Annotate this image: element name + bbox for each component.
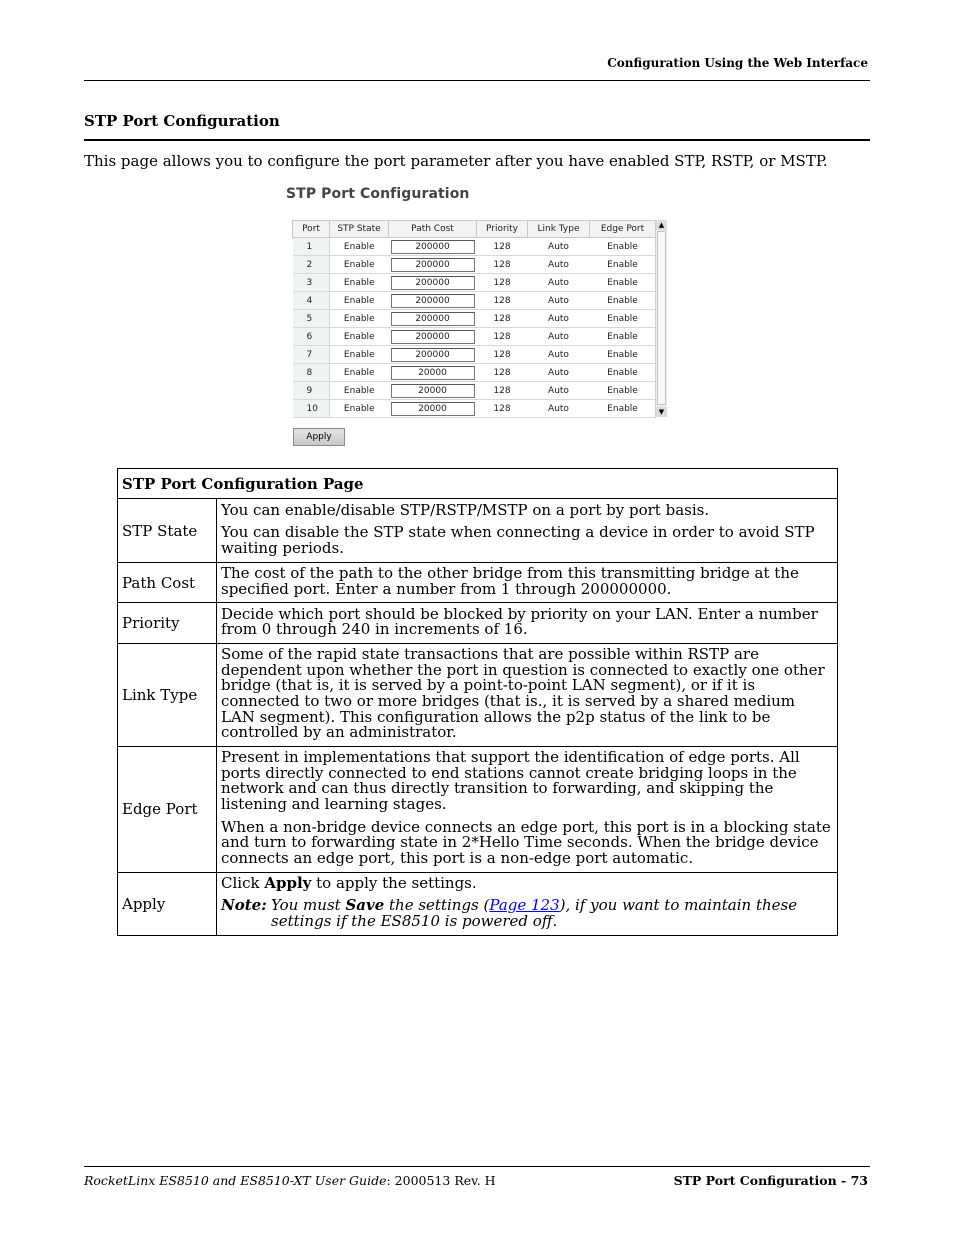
edge-port-value[interactable]: Enable <box>590 382 656 400</box>
port-number: 5 <box>293 310 330 328</box>
note-label: Note: <box>221 896 267 915</box>
column-header-priority: Priority <box>477 221 528 238</box>
column-header-path-cost: Path Cost <box>389 221 477 238</box>
running-header: Configuration Using the Web Interface <box>607 56 868 70</box>
triangle-up-icon[interactable]: ▲ <box>656 220 667 230</box>
text-fragment: Click <box>221 873 265 892</box>
port-number: 3 <box>293 274 330 292</box>
table-row <box>293 238 656 256</box>
path-cost-input[interactable]: 200000 <box>391 240 475 254</box>
param-description <box>217 644 838 747</box>
priority-value[interactable]: 128 <box>477 346 528 364</box>
column-header-stp-state: STP State <box>330 221 389 238</box>
link-type-value[interactable]: Auto <box>528 274 590 292</box>
stp-state-value[interactable]: Enable <box>330 328 389 346</box>
description-table <box>117 468 838 936</box>
apply-keyword: Apply <box>264 873 312 892</box>
stp-state-value[interactable]: Enable <box>330 400 389 418</box>
edge-port-value[interactable]: Enable <box>590 328 656 346</box>
path-cost-input[interactable]: 20000 <box>391 366 475 380</box>
edge-port-value[interactable]: Enable <box>590 400 656 418</box>
port-number: 10 <box>293 400 330 418</box>
table-row <box>293 292 656 310</box>
priority-value[interactable]: 128 <box>477 292 528 310</box>
port-number: 1 <box>293 238 330 256</box>
port-config-table <box>292 220 656 418</box>
ui-page-title: STP Port Configuration <box>286 186 470 202</box>
path-cost-input[interactable]: 200000 <box>391 348 475 362</box>
description-paragraph: You can enable/disable STP/RSTP/MSTP on a port by port basis. <box>221 500 710 519</box>
link-type-value[interactable]: Auto <box>528 382 590 400</box>
description-paragraph: Some of the rapid state transactions that are possible within RSTP are dependent upon whether the port in question is connected to exactly one other bridge (that is, it is served by a point-to-point LAN segment), or if it is connected to two or more bridges (that is., it is served by a shared medium LAN segment). This configuration allows the p2p status of the link to be controlled by an administrator. <box>221 645 825 742</box>
link-type-value[interactable]: Auto <box>528 328 590 346</box>
edge-port-value[interactable]: Enable <box>590 292 656 310</box>
param-name: Apply <box>118 872 217 935</box>
page-reference-link[interactable]: Page 123 <box>489 896 560 915</box>
table-row <box>118 603 838 644</box>
table-row <box>293 310 656 328</box>
table-row <box>118 746 838 872</box>
priority-value[interactable]: 128 <box>477 328 528 346</box>
stp-state-value[interactable]: Enable <box>330 292 389 310</box>
table-row <box>293 346 656 364</box>
path-cost-input[interactable]: 200000 <box>391 312 475 326</box>
link-type-value[interactable]: Auto <box>528 364 590 382</box>
table-scrollbar[interactable] <box>655 220 667 417</box>
column-header-port: Port <box>293 221 330 238</box>
param-name: STP State <box>118 499 217 563</box>
link-type-value[interactable]: Auto <box>528 238 590 256</box>
table-row <box>118 644 838 747</box>
table-row <box>118 563 838 603</box>
text-fragment: the settings ( <box>384 896 490 915</box>
edge-port-value[interactable]: Enable <box>590 364 656 382</box>
footer-revision: : 2000513 Rev. H <box>386 1173 496 1188</box>
text-fragment: ), if you want to maintain these settings if the ES8510 is powered off. <box>271 896 798 931</box>
stp-state-value[interactable]: Enable <box>330 256 389 274</box>
table-row <box>293 328 656 346</box>
footer-document-title <box>84 1173 496 1188</box>
param-name: Path Cost <box>118 563 217 603</box>
stp-state-value[interactable]: Enable <box>330 364 389 382</box>
description-paragraph: You can disable the STP state when connecting a device in order to avoid STP waiting periods. <box>221 523 815 557</box>
description-paragraph: Present in implementations that support the identification of edge ports. All ports directly connected to end stations cannot create bridging loops in the network and can thus directly transition to forwarding, and skipping the listening and learning stages. <box>221 748 800 813</box>
param-description <box>217 746 838 872</box>
edge-port-value[interactable]: Enable <box>590 274 656 292</box>
port-number: 4 <box>293 292 330 310</box>
path-cost-input[interactable]: 20000 <box>391 384 475 398</box>
stp-state-value[interactable]: Enable <box>330 382 389 400</box>
param-name: Link Type <box>118 644 217 747</box>
path-cost-input[interactable]: 20000 <box>391 402 475 416</box>
description-paragraph <box>221 873 833 892</box>
priority-value[interactable]: 128 <box>477 382 528 400</box>
link-type-value[interactable]: Auto <box>528 310 590 328</box>
description-paragraph: When a non-bridge device connects an edge port, this port is in a blocking state and turn to forwarding state in 2*Hello Time seconds. When the bridge device connects an edge port, this port is a non-edge port automatic. <box>221 817 831 867</box>
link-type-value[interactable]: Auto <box>528 256 590 274</box>
description-paragraph: Decide which port should be blocked by priority on your LAN. Enter a number from 0 through 240 in increments of 16. <box>221 604 818 639</box>
table-row <box>118 872 838 935</box>
text-fragment: You must <box>271 896 346 915</box>
table-row <box>293 364 656 382</box>
footer-page-label: STP Port Configuration - 73 <box>673 1173 868 1188</box>
link-type-value[interactable]: Auto <box>528 346 590 364</box>
priority-value[interactable]: 128 <box>477 256 528 274</box>
stp-state-value[interactable]: Enable <box>330 238 389 256</box>
edge-port-value[interactable]: Enable <box>590 310 656 328</box>
port-table-panel <box>292 220 668 418</box>
edge-port-value[interactable]: Enable <box>590 238 656 256</box>
save-keyword: Save <box>345 896 385 915</box>
triangle-down-icon[interactable]: ▼ <box>656 407 667 417</box>
edge-port-value[interactable]: Enable <box>590 346 656 364</box>
column-header-link-type: Link Type <box>528 221 590 238</box>
param-description <box>217 563 838 603</box>
path-cost-input[interactable]: 200000 <box>391 294 475 308</box>
table-row <box>118 499 838 563</box>
priority-value[interactable]: 128 <box>477 274 528 292</box>
path-cost-input[interactable]: 200000 <box>391 258 475 272</box>
table-row <box>293 256 656 274</box>
footer-rule <box>84 1166 870 1167</box>
path-cost-input[interactable]: 200000 <box>391 330 475 344</box>
apply-button[interactable]: Apply <box>293 428 345 446</box>
table-row <box>293 400 656 418</box>
port-number: 6 <box>293 328 330 346</box>
param-name: Priority <box>118 603 217 644</box>
table-row <box>293 274 656 292</box>
param-description <box>217 872 838 935</box>
edge-port-value[interactable]: Enable <box>590 256 656 274</box>
description-table-title: STP Port Configuration Page <box>118 469 838 499</box>
link-type-value[interactable]: Auto <box>528 292 590 310</box>
port-number: 7 <box>293 346 330 364</box>
path-cost-input[interactable]: 200000 <box>391 276 475 290</box>
port-number: 2 <box>293 256 330 274</box>
priority-value[interactable]: 128 <box>477 238 528 256</box>
param-description <box>217 603 838 644</box>
port-number: 8 <box>293 364 330 382</box>
footer-guide-title: RocketLinx ES8510 and ES8510-XT User Guide <box>84 1173 387 1188</box>
note-block <box>221 898 833 929</box>
priority-value[interactable]: 128 <box>477 400 528 418</box>
stp-state-value[interactable]: Enable <box>330 310 389 328</box>
priority-value[interactable]: 128 <box>477 364 528 382</box>
stp-state-value[interactable]: Enable <box>330 274 389 292</box>
port-table-header-row <box>293 221 656 238</box>
scrollbar-thumb[interactable] <box>657 231 666 405</box>
port-number: 9 <box>293 382 330 400</box>
param-name: Edge Port <box>118 746 217 872</box>
priority-value[interactable]: 128 <box>477 310 528 328</box>
stp-state-value[interactable]: Enable <box>330 346 389 364</box>
table-row <box>293 382 656 400</box>
note-text <box>271 898 833 929</box>
description-table-header-row <box>118 469 838 499</box>
description-paragraph: The cost of the path to the other bridge from this transmitting bridge at the specified port. Enter a number from 1 through 200000000. <box>221 564 799 598</box>
header-rule <box>84 80 870 81</box>
section-rule <box>84 139 870 141</box>
text-fragment: to apply the settings. <box>311 873 477 892</box>
link-type-value[interactable]: Auto <box>528 400 590 418</box>
section-title: STP Port Configuration <box>84 112 280 130</box>
param-description <box>217 499 838 563</box>
column-header-edge-port: Edge Port <box>590 221 656 238</box>
intro-paragraph: This page allows you to configure the port parameter after you have enabled STP, RSTP, or MSTP. <box>84 152 828 170</box>
